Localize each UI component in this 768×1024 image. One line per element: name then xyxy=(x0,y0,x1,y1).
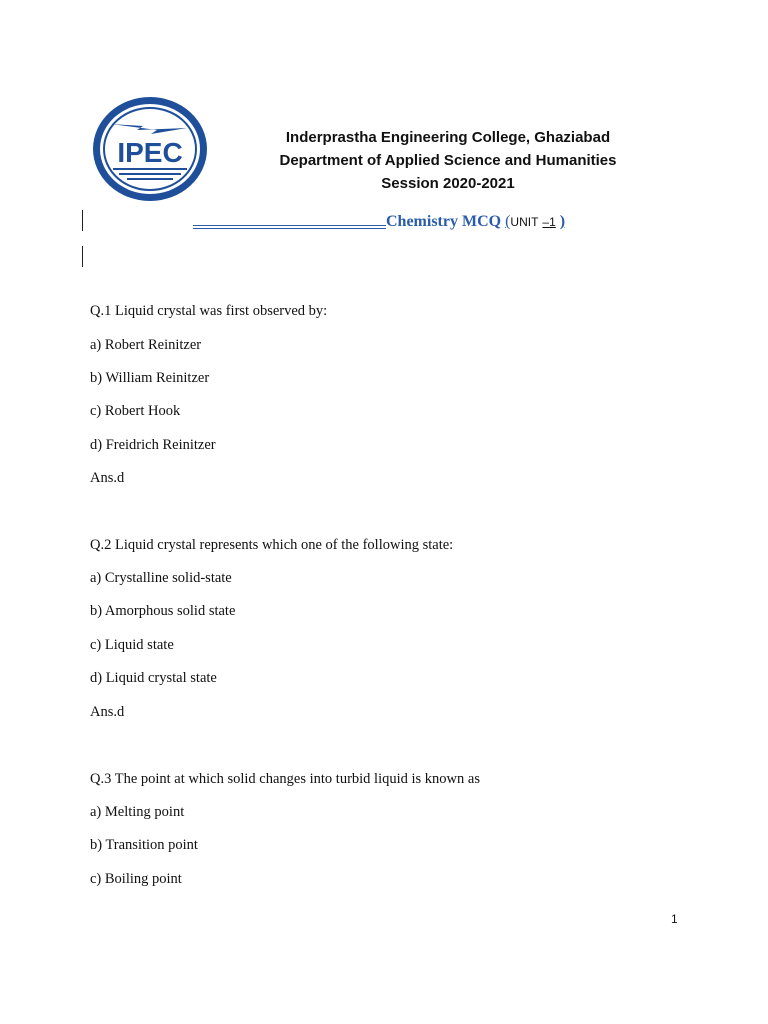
title-unit-label: UNIT xyxy=(510,215,539,229)
title-main: Chemistry MCQ xyxy=(386,213,502,230)
title-double-rule-top xyxy=(193,225,386,226)
question-2: Q.2 Liquid crystal represents which one of the following state: xyxy=(90,537,454,553)
option-3b: b) Transition point xyxy=(90,837,198,853)
ipec-logo-emblem xyxy=(91,96,209,202)
page-number: 1 xyxy=(671,912,678,926)
ipec-logo xyxy=(91,96,209,202)
answer-2: Ans.d xyxy=(90,704,125,720)
option-3c: c) Boiling point xyxy=(90,871,182,887)
title-double-rule-bottom xyxy=(193,228,386,229)
text-cursor-mark xyxy=(82,246,83,267)
department-name: Department of Applied Science and Humanities xyxy=(279,152,617,169)
session-label: Session 2020-2021 xyxy=(381,175,515,192)
option-3a: a) Melting point xyxy=(90,804,185,820)
question-1: Q.1 Liquid crystal was first observed by: xyxy=(90,303,328,319)
option-1d: d) Freidrich Reinitzer xyxy=(90,437,216,453)
college-name: Inderprastha Engineering College, Ghaziabad xyxy=(285,129,611,146)
title-unit-dash: – xyxy=(542,215,550,229)
logo-text: IPEC xyxy=(117,137,183,168)
option-2a: a) Crystalline solid-state xyxy=(90,570,232,586)
text-cursor-mark xyxy=(82,210,83,231)
option-2d: d) Liquid crystal state xyxy=(90,670,217,686)
document-header xyxy=(240,126,656,195)
title-close-paren: ) xyxy=(559,213,566,230)
title-text xyxy=(386,212,565,232)
option-1b: b) William Reinitzer xyxy=(90,370,210,386)
option-2c: c) Liquid state xyxy=(90,637,174,653)
question-3: Q.3 The point at which solid changes into turbid liquid is known as xyxy=(90,771,480,787)
title-open-paren: ( xyxy=(505,213,511,230)
option-2b: b) Amorphous solid state xyxy=(90,603,236,619)
title-unit-number: 1 xyxy=(549,215,556,229)
option-1a: a) Robert Reinitzer xyxy=(90,337,202,353)
answer-1: Ans.d xyxy=(90,470,125,486)
option-1c: c) Robert Hook xyxy=(90,403,181,419)
